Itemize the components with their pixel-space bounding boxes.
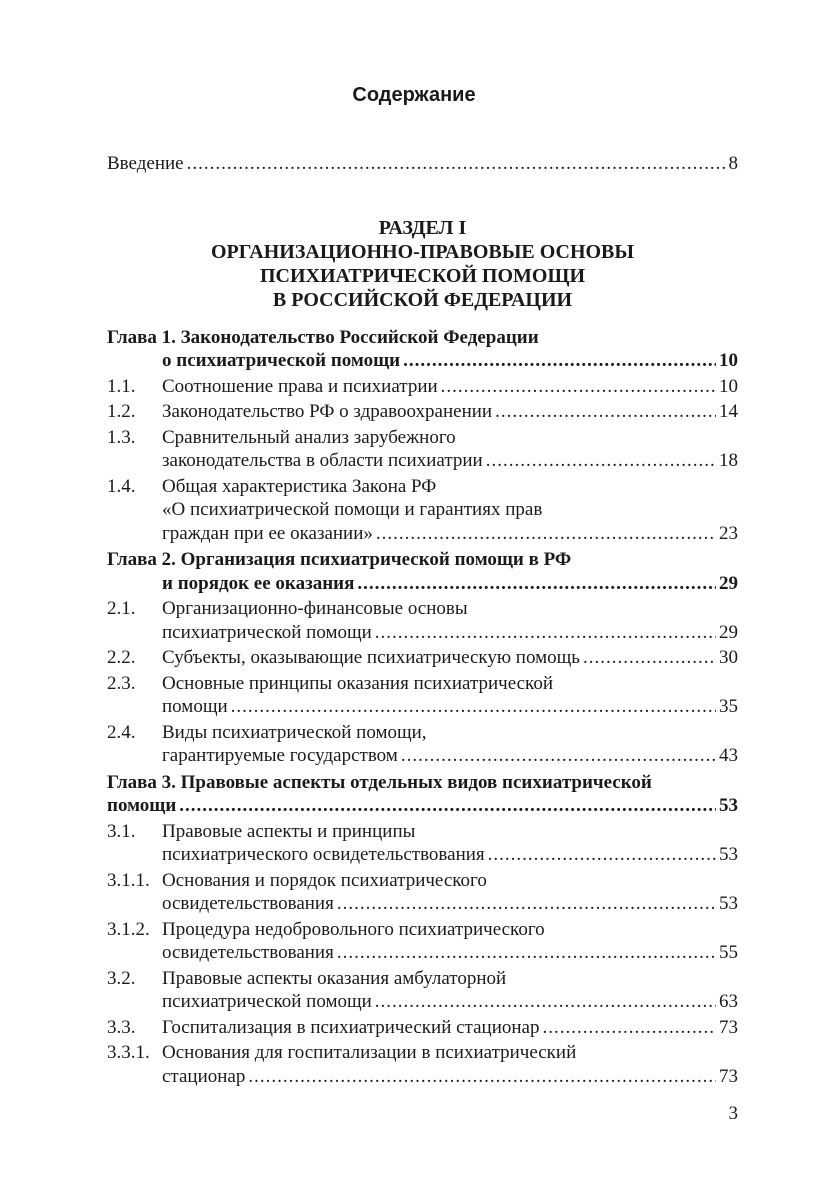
entry-title-line: освидетельствования [162, 893, 334, 914]
entry-number: 2.4. [107, 721, 136, 743]
toc-subsection-entry[interactable] [107, 426, 738, 473]
toc-subsection-entry[interactable] [107, 672, 738, 719]
toc-chapter-2[interactable] [107, 548, 738, 595]
dot-leader [337, 892, 716, 916]
entry-page: 29 [719, 572, 738, 594]
entry-page: 30 [719, 647, 738, 668]
entry-title-line: Субъекты, оказывающие психиатрическую помощь [162, 647, 580, 668]
entry-title-line: Основания и порядок психиатрического [162, 869, 487, 891]
entry-page: 10 [719, 375, 738, 397]
chapter-3-items [107, 820, 738, 1089]
chapter-title-line: о психиатрической помощи [162, 350, 401, 371]
page-number: 3 [728, 1103, 738, 1124]
entry-title-line: Организационно-финансовые основы [162, 598, 468, 619]
entry-page: 23 [719, 522, 738, 544]
dot-leader [179, 794, 716, 818]
entry-title-line: Основания для госпитализации в психиатрический [162, 1042, 577, 1063]
entry-title-line: психиатрического освидетельствования [162, 844, 485, 865]
entry-page: 14 [719, 401, 738, 422]
entry-title-line: помощи [162, 696, 228, 717]
entry-page: 43 [719, 745, 738, 766]
dot-leader [337, 941, 716, 965]
section-line: ПСИХИАТРИЧЕСКОЙ ПОМОЩИ [260, 264, 585, 287]
chapter-title-line: помощи [107, 795, 177, 816]
entry-number: 2.3. [107, 672, 136, 694]
entry-title-line: Виды психиатрической помощи, [162, 721, 427, 743]
entry-title-line: психиатрической помощи [162, 991, 372, 1012]
page-title: Содержание [352, 84, 476, 106]
dot-leader [376, 522, 716, 546]
toc-chapter-3[interactable] [107, 771, 738, 818]
entry-number: 1.1. [107, 375, 136, 397]
dot-leader [441, 375, 716, 399]
dot-leader [375, 621, 716, 645]
dot-leader [248, 1065, 716, 1089]
section-line: В РОССИЙСКОЙ ФЕДЕРАЦИИ [272, 288, 573, 311]
toc-entry-introduction[interactable] [107, 152, 738, 176]
entry-number: 2.1. [107, 598, 136, 619]
dot-leader [542, 1016, 716, 1040]
entry-title-line: Соотношение права и психиатрии [162, 375, 438, 397]
toc-subsection-entry[interactable] [107, 918, 738, 965]
entry-page: 55 [719, 942, 738, 963]
toc-subsection-entry[interactable] [107, 869, 738, 916]
toc-subsection-entry[interactable] [107, 375, 738, 399]
entry-number: 1.2. [107, 401, 136, 422]
chapter-1-items [107, 375, 738, 546]
entry-page: 35 [719, 696, 738, 717]
entry-page: 53 [719, 893, 738, 914]
dot-leader [357, 572, 716, 596]
dot-leader [231, 695, 716, 719]
entry-number: 2.2. [107, 647, 136, 668]
entry-page: 63 [719, 991, 738, 1012]
entry-page: 53 [719, 844, 738, 865]
chapter-title-line: Глава 1. Законодательство Российской Федерации [107, 326, 539, 348]
entry-page: 73 [719, 1065, 738, 1087]
toc-subsection-entry[interactable] [107, 1041, 738, 1088]
dot-leader [187, 152, 726, 176]
table-of-contents [107, 152, 738, 1088]
toc-subsection-entry[interactable] [107, 597, 738, 644]
entry-page: 18 [719, 450, 738, 471]
dot-leader [495, 400, 716, 424]
chapter-title-line: Глава 3. Правовые аспекты отдельных видов психиатрической [107, 771, 652, 793]
entry-title-line: законодательства в области психиатрии [162, 450, 483, 471]
toc-subsection-entry[interactable] [107, 475, 738, 546]
dot-leader [403, 349, 716, 373]
entry-title-line: Общая характеристика Закона РФ [162, 475, 437, 497]
entry-number: 1.3. [107, 426, 136, 448]
entry-number: 3.1.1. [107, 869, 150, 891]
entry-page: 53 [719, 795, 738, 816]
entry-title-line: психиатрической помощи [162, 621, 372, 643]
toc-subsection-entry[interactable] [107, 400, 738, 424]
chapter-2-items [107, 597, 738, 768]
entry-title-line: Процедура недобровольного психиатрического [162, 918, 545, 940]
entry-title-line: Госпитализация в психиатрический стационар [162, 1016, 540, 1038]
entry-title-line: освидетельствования [162, 942, 334, 963]
dot-leader [486, 449, 716, 473]
entry-number: 3.2. [107, 967, 136, 989]
entry-title-line: гарантируемые государством [162, 745, 398, 766]
entry-page: 73 [719, 1016, 738, 1038]
toc-subsection-entry[interactable] [107, 967, 738, 1014]
entry-number: 3.1. [107, 820, 136, 842]
entry-title-line: стационар [162, 1065, 246, 1087]
dot-leader [401, 744, 716, 768]
toc-subsection-entry[interactable] [107, 721, 738, 768]
entry-title-line: Правовые аспекты и принципы [162, 820, 416, 842]
toc-subsection-entry[interactable] [107, 646, 738, 670]
entry-number: 3.1.2. [107, 918, 150, 940]
entry-title-line: Сравнительный анализ зарубежного [162, 426, 456, 448]
entry-page: 8 [728, 153, 738, 174]
entry-title-line: «О психиатрической помощи и гарантиях прав [162, 499, 543, 520]
entry-title-line: Основные принципы оказания психиатрической [162, 672, 553, 694]
entry-page: 29 [719, 621, 738, 643]
entry-page: 10 [719, 350, 738, 371]
chapter-title-line: и порядок ее оказания [162, 572, 355, 594]
entry-number: 3.3. [107, 1016, 136, 1038]
section-heading [107, 216, 738, 312]
entry-title-line: Правовые аспекты оказания амбулаторной [162, 967, 507, 989]
toc-subsection-entry[interactable] [107, 1016, 738, 1040]
section-line: РАЗДЕЛ I [378, 216, 467, 239]
chapter-title-line: Глава 2. Организация психиатрической помощи в РФ [107, 549, 572, 570]
dot-leader [488, 843, 716, 867]
entry-title: Введение [107, 153, 184, 174]
entry-title-line: Законодательство РФ о здравоохранении [162, 401, 493, 422]
entry-number: 3.3.1. [107, 1042, 150, 1063]
toc-subsection-entry[interactable] [107, 820, 738, 867]
dot-leader [583, 646, 716, 670]
dot-leader [375, 990, 716, 1014]
toc-chapter-1[interactable] [107, 326, 738, 373]
entry-number: 1.4. [107, 475, 136, 497]
entry-title-line: граждан при ее оказании» [162, 522, 373, 544]
section-line: ОРГАНИЗАЦИОННО-ПРАВОВЫЕ ОСНОВЫ [210, 240, 635, 263]
